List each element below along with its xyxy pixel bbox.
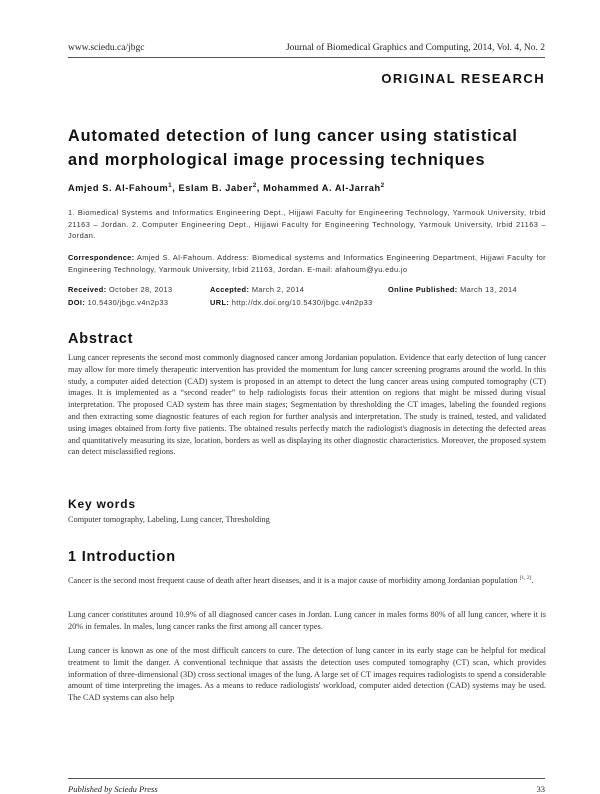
online-published-date [388,285,517,294]
page-number: 33 [536,784,545,794]
correspondence [68,252,546,275]
introduction-heading: 1 Introduction [68,549,176,565]
accepted-date [210,285,304,294]
abstract-text: Lung cancer represents the second most commonly diagnosed cancer among Jordanian population. Evidence that early detection of lung cancer may allow for more timely therapeutic intervention has provided the momentum for lung cancer screening programs around the world. In this study, a computer aided detection (CAD) system is proposed in an attempt to detect the lung cancer areas using computed tomography (CT) images. It is implemented as a “second reader” to help radiologists focus their attention on regions that might be missed during visual interpretation. The proposed CAD system has three main stages; Segmentation by thresholding the CT images, labeling the founded regions and then extracting some diagnostic features of each region for further analysis and interpretation. The study is trained, tested, and validated using images obtained from forty five patients. The obtained results perfectly match the radiologist's diagnosis in detecting the defected areas and quantitatively measuring its size, location, borders as well as displaying its other diagnostic characteristics. Moreover, the proposed system can detect misclassified regions. [68,353,546,457]
doi-value[interactable]: 10.5430/jbgc.v4n2p33 [87,298,169,307]
paper-title: Automated detection of lung cancer using statistical and morphological image processing techniques [68,127,518,169]
intro-paragraph-1 [68,573,546,587]
doi-label: DOI: [68,298,86,307]
intro-paragraph-2: Lung cancer constitutes around 10.9% of all diagnosed cancer cases in Jordan. Lung cancer in males forms 80% of all lung cancer, where it is 20% in females. In males, lung cancer ranks the first among all cancer types. [68,610,546,631]
url-link[interactable]: http://dx.doi.org/10.5430/jbgc.v4n2p33 [231,298,373,307]
header-rule [68,57,545,58]
author-name: Mohammed A. Al-Jarrah [263,183,381,194]
author-name: Eslam B. Jaber [178,183,253,194]
author-affiliation-mark: 2 [380,183,385,189]
intro-paragraph-3: Lung cancer is known as one of the most difficult cancers to cure. The detection of lung cancer in its early stage can be helpful for medical treatment to limit the danger. A conventional technique that assists the detection uses computed tomography (CT) scan, which provides information of three-dimensional (3D) cross sectional images of the lung. A large set of CT images requires radiologists to spend a considerable amount of time interpreting the images. As a means to reduce radiologists' workload, computer aided detection (CAD) systems may be used. The CAD systems can also help [68,646,546,703]
author-affiliation-mark: 1 [168,183,173,189]
url-label: URL: [210,298,230,307]
affiliations: 1. Biomedical Systems and Informatics Engineering Dept., Hijjawi Faculty for Engineering Technology, Yarmouk University, Irbid 21163 – Jordan. 2. Computer Engineering Dept., Hijjawi Faculty for Engineering Technology, Yarmouk University, Irbid 21163 – Jordan. [68,208,546,240]
received-value: October 28, 2013 [109,285,173,294]
abstract-heading: Abstract [68,331,134,347]
intro-paragraph-1-end: . [531,575,534,585]
correspondence-label: Correspondence: [68,253,135,262]
author-affiliation-mark: 2 [252,183,257,189]
received-date [68,285,173,294]
received-label: Received: [68,285,107,294]
online-label: Online Published: [388,285,458,294]
footer-rule [68,778,545,779]
author-name: Amjed S. Al-Fahoum [68,183,169,194]
accepted-label: Accepted: [210,285,250,294]
author-list: Amjed S. Al-Fahoum$^1$, Eslam B. Jaber$^2$, Mohammed A. Al-Jarrah$^2$ [68,183,385,194]
url [210,298,373,307]
citation-reference[interactable]: [1, 2] [519,575,532,581]
accepted-value: March 2, 2014 [251,285,305,294]
journal-website[interactable]: www.sciedu.ca/jbgc [68,43,145,53]
keywords-text: Computer tomography, Labeling, Lung cancer, Thresholding [68,515,270,524]
publisher-footer: Published by Sciedu Press [68,784,158,794]
keywords-heading: Key words [68,497,136,511]
correspondence-text: Amjed S. Al-Fahoum. Address: Biomedical systems and Informatics Engineering Department, Hijjawi Faculty for Engineering Technology, Yarmouk University, Irbid 21163, Jordan. E-mail: afahoum@yu.edu.jo [68,253,546,274]
journal-citation: Journal of Biomedical Graphics and Computing, 2014, Vol. 4, No. 2 [285,43,545,53]
doi [68,298,168,307]
article-type: ORIGINAL RESEARCH [381,71,545,86]
intro-paragraph-1-text: Cancer is the second most frequent cause of death after heart diseases, and it is a major cause of morbidity among Jordanian population [68,575,518,585]
online-value: March 13, 2014 [460,285,518,294]
